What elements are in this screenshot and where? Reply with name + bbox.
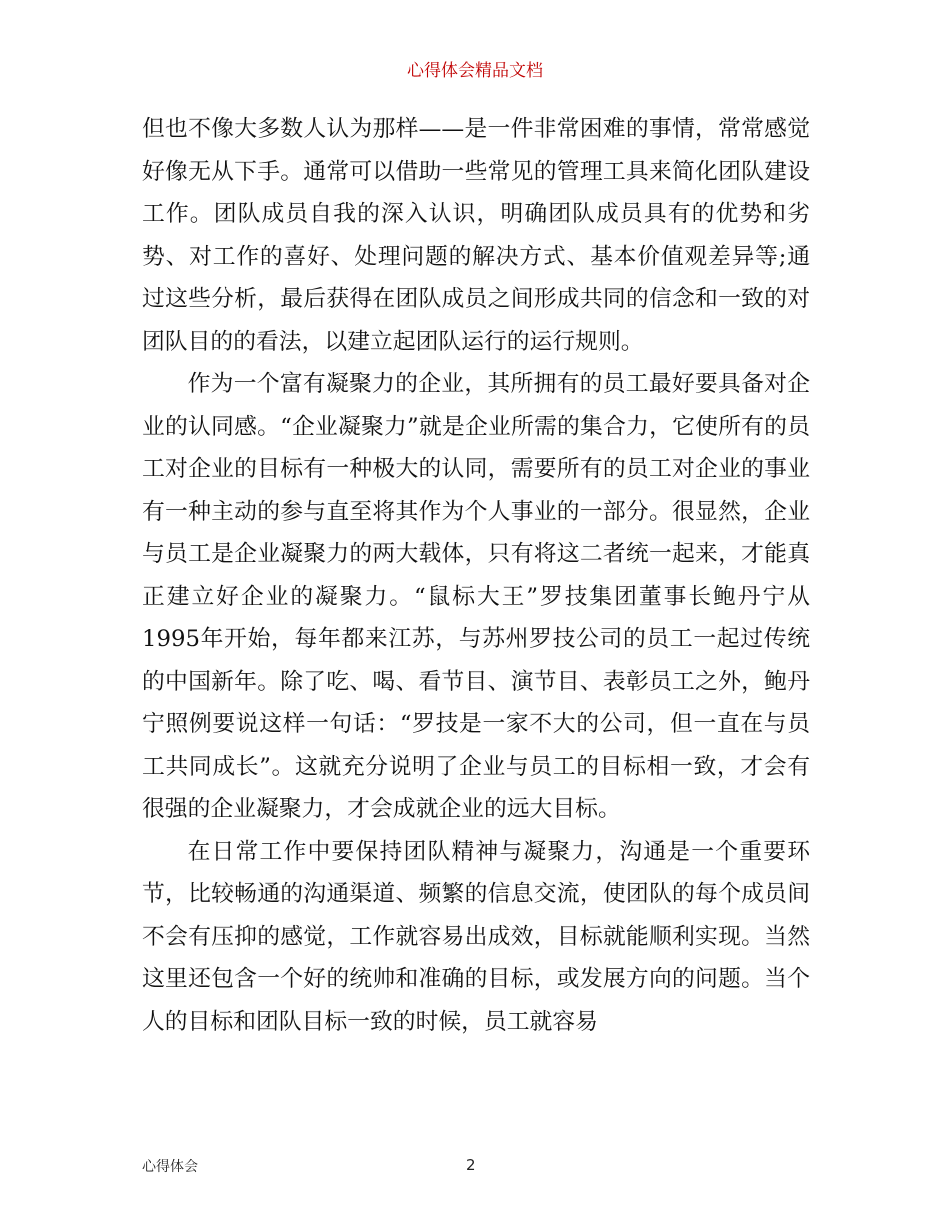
document-body — [142, 108, 810, 1043]
footer-label: 心得体会 — [142, 1159, 198, 1175]
page-header-title: 心得体会精品文档 — [407, 61, 543, 81]
footer-page-number: 2 — [466, 1156, 476, 1174]
paragraph-2: 作为一个富有凝聚力的企业，其所拥有的员工最好要具备对企业的认同感。“企业凝聚力”就是企业所需的集合力，它使所有的员工对企业的目标有一种极大的认同，需要所有的员工对企业的事业有一种主动的参与直至将其作为个人事业的一部分。很显然，企业与员工是企业凝聚力的两大载体，只有将这二者统一起来，才能真正建立好企业的凝聚力。“鼠标大王”罗技集团董事长鲍丹宁从1995年开始，每年都来江苏，与苏州罗技公司的员工一起过传统的中国新年。除了吃、喝、看节目、演节目、表彰员工之外，鲍丹宁照例要说这样一句话：“罗技是一家不大的公司，但一直在与员工共同成长”。这就充分说明了企业与员工的目标相一致，才会有很强的企业凝聚力，才会成就企业的远大目标。 — [142, 371, 810, 822]
paragraph-3: 在日常工作中要保持团队精神与凝聚力，沟通是一个重要环节，比较畅通的沟通渠道、频繁的信息交流，使团队的每个成员间不会有压抑的感觉，工作就容易出成效，目标就能顺利实现。当然这里还包含一个好的统帅和准确的目标，或发展方向的问题。当个人的目标和团队目标一致的时候，员工就容易 — [142, 838, 810, 1035]
paragraph-1: 但也不像大多数人认为那样——是一件非常困难的事情，常常感觉好像无从下手。通常可以借助一些常见的管理工具来简化团队建设工作。团队成员自我的深入认识，明确团队成员具有的优势和劣势、对工作的喜好、处理问题的解决方式、基本价值观差异等;通过这些分析，最后获得在团队成员之间形成共同的信念和一致的对团队目的的看法，以建立起团队运行的运行规则。 — [142, 116, 810, 355]
